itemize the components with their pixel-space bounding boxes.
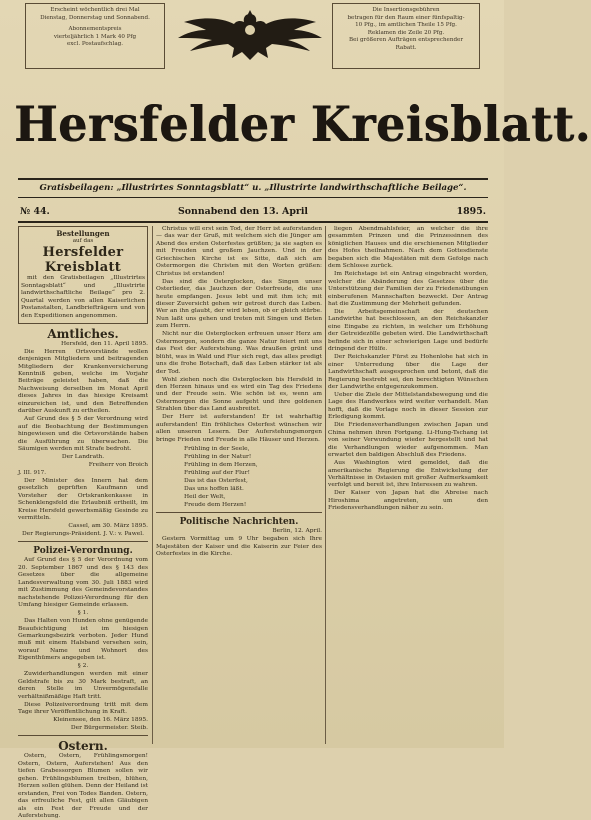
easter-article-2: Das sind die Osterglocken, das Singen unser Osterlieder, das Jauchzen der Osterfreude, die uns heute empfangen. Jesus lebt und mit ihm ich; mit dieser Zuversicht gehen wir getrost durch das Leben. Wer an ihn glaubt, der wird leben, ob er gleich stürbe. Nun laßt uns gehen und treten mit Singen und Beten zum Herrn. <box>156 278 322 330</box>
official-signature-name: Freiherr von Broich <box>88 461 148 468</box>
police-signature: Der Bürgermeister. Steib. <box>70 724 148 731</box>
subscription-notice <box>18 226 148 324</box>
column-1 <box>18 226 148 819</box>
politics-heading: Politische Nachrichten. <box>179 517 299 528</box>
news-paragraph-4: Der Reichskanzler Fürst zu Hohenlohe hat sich in einer Unterredung über die Lage der Landwirthschaft ausgesprochen und betont, daß die Regierung bestrebt sei, den berechtigten Wünschen der Landwirthe entgegenzukommen. <box>328 354 488 391</box>
official-reference: J. III. 917. <box>18 469 47 476</box>
separator <box>156 512 322 513</box>
official-paragraph-3: Der Minister des Innern hat dem gesetzlich geprüften Kaufmann und Vorsteher der Ortskrankenkasse in Schenklengsfeld die Erlaubniß ertheilt, im Kreise Hersfeld gewerbsmäßig Gesinde zu vermitteln. <box>18 477 148 522</box>
issue-number: № 44. <box>20 206 50 217</box>
order-heading: Bestellungen <box>56 229 110 238</box>
rates-line-3: Reklamen die Zeile 20 Pfg. <box>367 29 445 36</box>
rates-line-1: betragen für den Raum einer fünfspaltig- <box>347 14 465 21</box>
easter-article-3: Nicht nur die Osterglocken erfreuen unser Herz am Ostermorgen, sondern die ganze Natur feiert mit uns das Fest der Auferstehung. Was draußen grünt und blüht, was in Wald und Flur sich regt, das alles predigt uns die frohe Botschaft, daß das Leben stärker ist als der Tod. <box>156 331 322 375</box>
police-paragraph-2: Das Halten von Hunden ohne genügende Beaufsichtigung ist im hiesigen Gemarkungsbezirk verboten. Jeder Hund muß mit einem Halsband versehen sein, worauf Name und Wohnort des Eigenthümers angegeben ist. <box>18 618 148 662</box>
official-date-2: Cassel, am 30. März 1895. <box>68 523 148 530</box>
official-signature-3: Der Regierungs-Präsident. J. V.: v. Pawel. <box>22 531 144 537</box>
order-brand: Hersfelder Kreisblatt <box>42 245 124 276</box>
news-paragraph-1: liegen Abendmahlsfeier, an welcher die ihre gesammten Prinzen und die Prinzessinnen des königlichen Hauses und die erschienenen Mitglieder des Hofes theilnahmen. Nach dem Gottesdienste begaben sich die Majestäten mit dem Gefolge nach dem Schlosse zurück. <box>328 226 488 270</box>
subscription-info-box <box>25 3 165 69</box>
easter-verse <box>156 446 322 509</box>
advertising-rates-box <box>332 3 480 69</box>
column-divider <box>152 226 153 744</box>
politics-text: Gestern Vormittag um 9 Uhr begaben sich Ihre Majestäten der Kaiser und die Kaiserin zur Feier des Osterfestes in die Kirche. <box>156 536 322 558</box>
police-section-2: § 2. <box>77 663 89 670</box>
verse-line: Das ist das Osterfest, <box>184 477 248 484</box>
easter-article-1: Christus will erst sein Tod, der Herr ist auferstanden — das war der Gruß, mit welchem sich die Jünger am Abend des ersten Osterfestes grüßten; ja sie sagten es mit Freuden und großem Jauchzen. Und in der Griechischen Kirche ist es Sitte, daß sich am Ostermorgen die Christen mit den Worten grüßen: Christus ist erstanden! <box>156 226 322 277</box>
order-sub: auf das <box>72 238 94 244</box>
news-paragraph-6: Die Friedensverhandlungen zwischen Japan und China nehmen ihren Fortgang. Li-Hung-Tschang ist von seiner Verwundung wieder hergestellt und hat die Verhandlungen wieder aufgenommen. Man erwartet den baldigen Abschluß des Friedens. <box>328 422 488 459</box>
subtitle-rule <box>18 197 488 198</box>
news-paragraph-5: Ueber die Ziele der Mittelstandsbewegung und die Lage des Handwerkes wird weiter verhandelt. Man hofft, daß die Vorlage noch in dieser Session zur Erledigung kommt. <box>328 391 488 421</box>
rates-line-4: Bei größeren Aufträgen entsprechender <box>348 37 464 44</box>
news-paragraph-8: Der Kaiser von Japan hat die Abreise nach Hiroshima angetreten, um den Friedensverhandlungen näher zu sein. <box>328 490 488 512</box>
official-signature: Der Landrath. <box>61 453 105 460</box>
verse-line: Frühling in dem Herzen, <box>184 462 258 469</box>
official-section-heading: Amtliches. <box>47 326 119 341</box>
supplements-line: Gratisbeilagen: „Illustrirtes Sonntagsblatt“ u. „Illustrirte landwirthschaftliche Beilage“. <box>39 183 467 193</box>
verse-line: Frühling in der Natur! <box>184 454 252 461</box>
police-paragraph-3: Zuwiderhandlungen werden mit einer Geldstrafe bis zu 30 Mark bestraft, an deren Stelle im Unvermögensfalle verhältnißmäßige Haft tritt. <box>18 671 148 700</box>
separator <box>18 541 148 542</box>
police-section-1: § 1. <box>77 610 89 617</box>
easter-article-4: Wohl ziehen noch die Osterglocken bis Hersfeld in den Herzen hinaus und es wird ein Tag des Friedens und der Freude sein. Wie schön ist es, wenn am Ostermorgen die Sonne aufgeht und ihre goldenen Strahlen über das Land ausbreitet. <box>156 376 322 413</box>
verse-line: Heil der Welt, <box>184 493 226 500</box>
verse-line: Freude dem Herzen! <box>184 501 247 508</box>
order-text: mit den Gratisbeilagen „Illustrirtes Sonntagsblatt“ und „Illustrirte landwirthschaftliche Beilage“ pro 2. Quartal werden von allen Kaiserlichen Postanstalten, Landbriefträgern und von den Expeditionen angenommen. <box>21 275 145 319</box>
issue-year: 1895. <box>456 206 486 217</box>
rates-head: Die Insertionsgebühren <box>372 7 440 13</box>
price-label: Abonnementspreis <box>68 26 122 33</box>
easter-heading: Ostern. <box>58 739 108 754</box>
verse-line: Frühling in der Seele, <box>184 446 250 453</box>
news-paragraph-3: Die Arbeitsgemeinschaft der deutschen Landwirthe hat beschlossen, an den Reichskanzler eine Eingabe zu richten, in welcher um Erhöhung der Getreidezölle gebeten wird. Die Landwirthschaft befinde sich in einer schwierigen Lage und bedürfe dringend der Hülfe. <box>328 308 488 353</box>
easter-text: Ostern, Ostern, Frühlingsmorgen! Ostern, Ostern, Auferstehen! Aus den tiefen Grabessorgen Blumen sollen wir gehen. Frühlingsblumen treiben, blühen, Herzen sollen glühen. Denn der Heiland ist erstanden, Frei von Todes Banden. Ostern, das erfreuliche Fest, gilt allen Gläubigen als ein Fest der Freude und der Auferstehung. <box>18 753 148 819</box>
column-divider <box>325 226 326 744</box>
rates-line-5: Rabatt. <box>395 44 417 51</box>
police-paragraph-4: Diese Polizeiverordnung tritt mit dem Tage ihrer Veröffentlichung in Kraft. <box>18 701 148 716</box>
title-rule <box>18 178 488 180</box>
official-paragraph-1: Die Herren Ortsvorstände wollen denjenigen Mitgliedern und beitragenden Mitgliedern der Krankenversicherung Kenntniß geben, welche im Vorjahr Beiträge geleistet haben, daß die Nachweisung derselben im Monat April dieses Jahres in das hiesige Kreisamt einzureichen ist, und den Betreffenden darüber Auskunft zu ertheilen. <box>18 348 148 415</box>
dateline-rule <box>18 221 488 223</box>
news-paragraph-2: Im Reichstage ist ein Antrag eingebracht worden, welcher die Abänderung des Gesetzes über die Unterstützung der Familien der zu Friedensübungen einberufenen Mannschaften bezweckt. Der Antrag hat die Zustimmung der Mehrheit gefunden. <box>328 271 488 308</box>
police-paragraph-1: Auf Grund des § 5 der Verordnung vom 20. September 1867 und des § 143 des Gesetzes über die allgemeine Landesverwaltung vom 30. Juli 1883 wird mit Zustimmung des Gemeindevorstandes nachstehende Polizei-Verordnung für den Umfang hiesiger Gemeinde erlassen. <box>18 557 148 609</box>
politics-dateline: Berlin, 12. April. <box>272 528 322 535</box>
issue-dateline <box>18 206 488 218</box>
days-line: Dienstag, Donnerstag und Sonnabend. <box>40 14 150 21</box>
eagle-emblem-icon <box>170 8 330 66</box>
issue-date: Sonnabend den 13. April <box>178 206 308 217</box>
verse-line: Das uns hoffen läßt. <box>184 485 244 492</box>
police-date: Kleinensee, den 16. März 1895. <box>53 716 148 723</box>
easter-article-5: Der Herr ist auferstanden! Er ist wahrhaftig auferstanden! Ein fröhliches Osterfest wünschen wir allen unseren Lesern. Der Auferstehungsmorgen bringe Frieden und Freude in alle Häuser und Herzen. <box>156 414 322 443</box>
official-dateline: Hersfeld, den 11. April 1895. <box>60 340 148 347</box>
newspaper-title: Hersfelder Kreisblatt. <box>14 95 591 153</box>
column-3 <box>328 226 488 744</box>
rates-line-2: 10 Pfg., im amtlichen Theile 15 Pfg. <box>355 22 457 29</box>
news-paragraph-7: Aus Washington wird gemeldet, daß die amerikanische Regierung die Entwickelung der Verhältnisse in Ostasien mit großer Aufmerksamkeit verfolgt und bereit ist, ihre Interessen zu wahren. <box>328 460 488 489</box>
frequency-line: Erscheint wöchentlich drei Mal <box>50 7 140 13</box>
official-paragraph-2: Auf Grund des § 5 der Verordnung wird auf die Beobachtung der Bestimmungen hingewiesen und die Ortsvorstände haben die Ausführung zu überwachen. Die Säumigen werden mit Strafe bedroht. <box>18 416 148 453</box>
price-line: vierteljährlich 1 Mark 40 Pfg <box>53 33 137 40</box>
postage-line: excl. Postaufschlag. <box>66 41 124 48</box>
police-heading: Polizei-Verordnung. <box>33 546 133 557</box>
verse-line: Frühling auf der Flur! <box>184 470 250 476</box>
separator <box>18 735 148 736</box>
column-2 <box>156 226 322 744</box>
